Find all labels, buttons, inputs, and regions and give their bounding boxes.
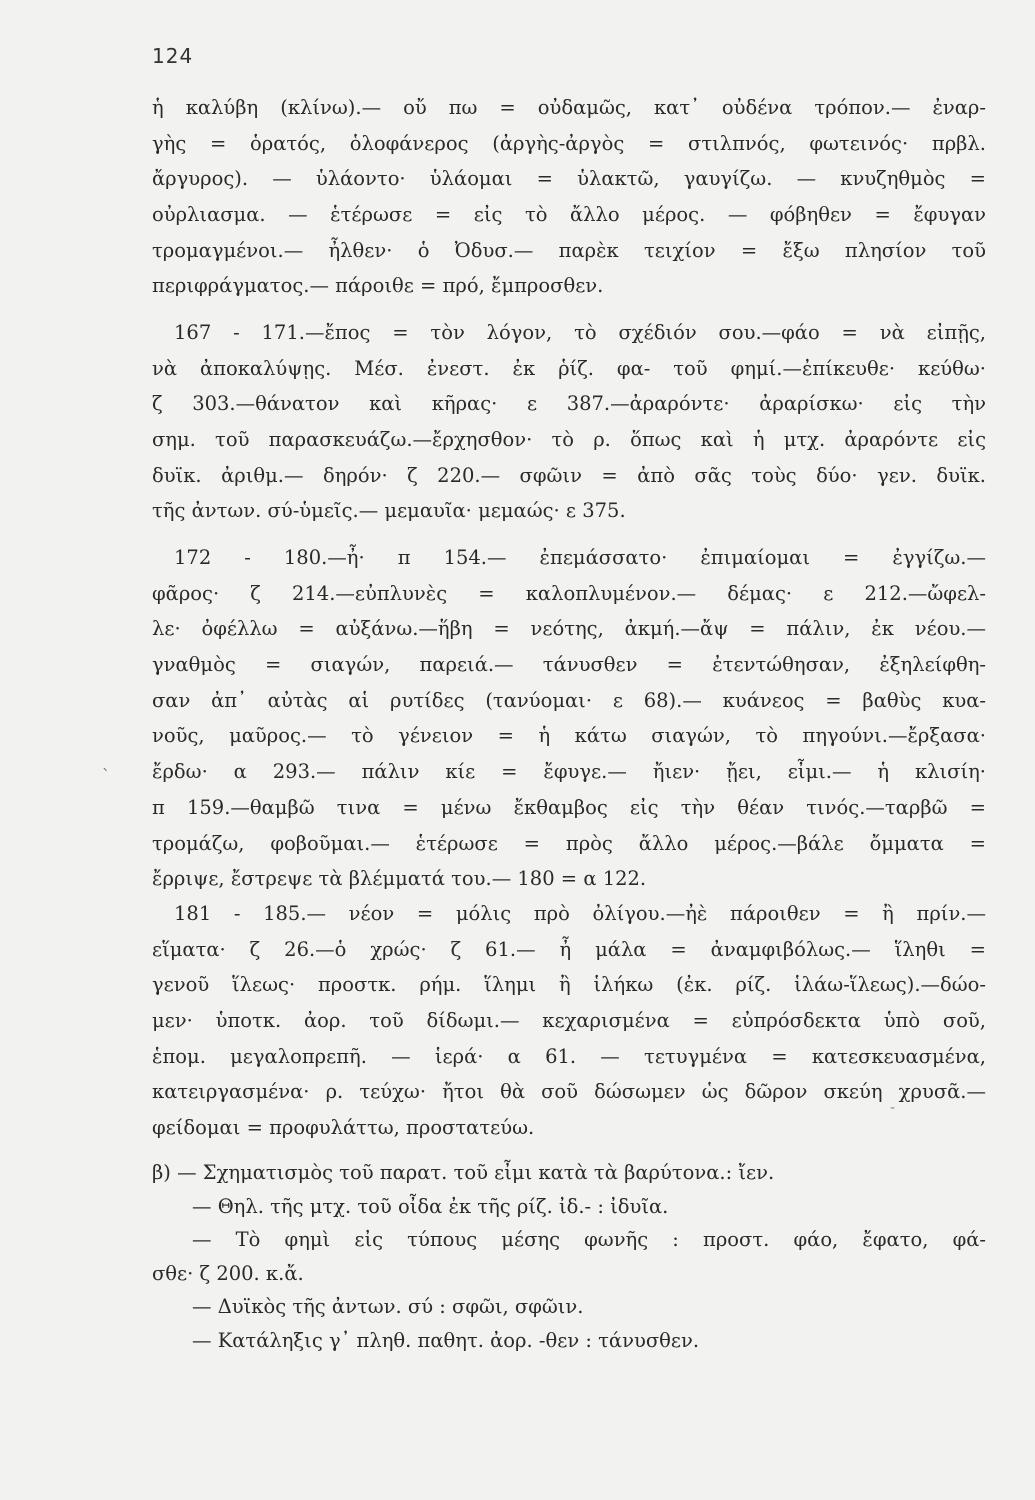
- text-line: γὴς = ὁρατός, ὁλοφάνερος (ἀργὴς-ἀργὸς = στιλπνός, φωτεινός· πρβλ.: [152, 131, 986, 155]
- text-line: ἔρδω· α 293.— πάλιν κίε = ἔφυγε.— ἤιεν· ᾔει, εἶμι.— ἡ κλισίη·: [152, 760, 986, 784]
- paragraph-1: [152, 90, 986, 304]
- text-line: φᾶρος· ζ 214.—εὐπλυνὲς = καλοπλυμένον.— δέμας· ε 212.—ὤφελ-: [152, 581, 986, 605]
- text-line: γναθμὸς = σιαγών, παρειά.— τάνυσθεν = ἐτεντώθησαν, ἐξηλείφθη-: [152, 653, 986, 677]
- text-line: ἄργυρος). — ὑλάοντο· ὑλάομαι = ὑλακτῶ, γαυγίζω. — κνυζηθμὸς =: [152, 167, 986, 191]
- text-line: σαν ἀπ᾽ αὐτὰς αἱ ρυτίδες (τανύομαι· ε 68).— κυάνεος = βαθὺς κυα-: [152, 688, 986, 712]
- text-line: τρομαγμένοι.— ἦλθεν· ὁ Ὀδυσ.— παρὲκ τειχίον = ἔξω πλησίον τοῦ: [152, 238, 986, 262]
- text-line: 167 - 171.—ἔπος = τὸν λόγον, τὸ σχέδιόν σου.—φάο = νὰ εἰπῇς,: [174, 321, 986, 344]
- text-line: — Κατάληξις γ᾽ πληθ. παθητ. ἀορ. -θεν : τάνυσθεν.: [192, 1328, 700, 1352]
- text-line: γενοῦ ἵλεως· προστκ. ρήμ. ἵλημι ἢ ἱλήκω (ἐκ. ρίζ. ἱλάω-ἵλεως).—δώο-: [152, 973, 986, 997]
- text-line: — Θηλ. τῆς μτχ. τοῦ οἶδα ἐκ τῆς ρίζ. ἰδ.- : ἰδυῖα.: [192, 1194, 669, 1218]
- text-line: β) — Σχηματισμὸς τοῦ παρατ. τοῦ εἶμι κατὰ τὰ βαρύτονα.: ἴεν.: [152, 1161, 775, 1184]
- text-line: δυϊκ. ἀριθμ.— δηρόν· ζ 220.— σφῶιν = ἀπὸ σᾶς τοὺς δύο· γεν. δυϊκ.: [152, 463, 986, 487]
- text-line: μεν· ὑποτκ. ἀορ. τοῦ δίδωμι.— κεχαρισμένα = εὐπρόσδεκτα ὑπὸ σοῦ,: [152, 1009, 986, 1033]
- text-line: σθε· ζ 200. κ.ἄ.: [152, 1261, 304, 1285]
- text-line: νὰ ἀποκαλύψῃς. Μέσ. ἐνεστ. ἐκ ῥίζ. φα- τοῦ φημί.—ἐπίκευθε· κεύθω·: [152, 356, 986, 380]
- margin-mark-2: -: [890, 1100, 896, 1116]
- text-line: ἔρριψε, ἔστρεψε τὰ βλέμματά του.— 180 = α 122.: [152, 867, 647, 891]
- paragraph-5: [152, 1155, 986, 1356]
- text-line: π 159.—θαμβῶ τινα = μένω ἔκθαμβος εἰς τὴν θέαν τινός.—ταρβῶ =: [152, 795, 986, 819]
- text-line: — Τὸ φημὶ εἰς τύπους μέσης φωνῆς : προστ. φάο, ἔφατο, φά-: [192, 1228, 986, 1251]
- text-line: νοῦς, μαῦρος.— τὸ γένειον = ἡ κάτω σιαγών, τὸ πηγούνι.—ἔρξασα·: [152, 724, 986, 748]
- text-line: λε· ὀφέλλω = αὐξάνω.—ἥβη = νεότης, ἀκμή.—ἄψ = πάλιν, ἐκ νέου.—: [152, 617, 986, 641]
- margin-mark: `: [102, 766, 110, 785]
- text-line: — Δυϊκὸς τῆς ἀντων. σύ : σφῶι, σφῶιν.: [192, 1295, 584, 1318]
- text-line: τρομάζω, φοβοῦμαι.— ἑτέρωσε = πρὸς ἄλλο μέρος.—βάλε ὄμματα =: [152, 831, 986, 855]
- paragraph-4: [152, 896, 986, 1146]
- text-line: τῆς ἀντων. σύ-ὑμεῖς.— μεμαυῖα· μεμαώς· ε 375.: [152, 499, 626, 523]
- page-number: 124: [152, 44, 194, 68]
- text-line: εἵματα· ζ 26.—ὁ χρώς· ζ 61.— ἦ μάλα = ἀναμφιβόλως.— ἵληθι =: [152, 937, 986, 961]
- text-line: περιφράγματος.— πάροιθε = πρό, ἔμπροσθεν.: [152, 274, 604, 298]
- text-line: κατειργασμένα· ρ. τεύχω· ἤτοι θὰ σοῦ δώσωμεν ὡς δῶρον σκεύη χρυσᾶ.—: [152, 1080, 986, 1104]
- text-line: ζ 303.—θάνατον καὶ κῆρας· ε 387.—ἀραρόντε· ἀραρίσκω· εἰς τὴν: [152, 392, 986, 416]
- paragraph-2: [152, 315, 986, 529]
- text-line: οὐρλιασμα. — ἑτέρωσε = εἰς τὸ ἄλλο μέρος. — φόβηθεν = ἔφυγαν: [152, 203, 986, 227]
- paragraph-3: [152, 540, 986, 897]
- text-line: 172 - 180.—ἦ· π 154.— ἐπεμάσσατο· ἐπιμαίομαι = ἐγγίζω.—: [174, 546, 986, 569]
- text-line: ἑπομ. μεγαλοπρεπῆ. — ἱερά· α 61. — τετυγμένα = κατεσκευασμένα,: [152, 1044, 986, 1068]
- text-line: 181 - 185.— νέον = μόλις πρὸ ὀλίγου.—ἠὲ πάροιθεν = ἢ πρίν.—: [174, 902, 986, 925]
- text-line: ἡ καλύβη (κλίνω).— οὔ πω = οὐδαμῶς, κατ᾽ οὐδένα τρόπον.— ἐναρ-: [152, 96, 986, 119]
- text-line: σημ. τοῦ παρασκευάζω.—ἔρχησθον· τὸ ρ. ὅπως καὶ ἡ μτχ. ἀραρόντε εἰς: [152, 428, 986, 452]
- text-line: φείδομαι = προφυλάττω, προστατεύω.: [152, 1116, 535, 1140]
